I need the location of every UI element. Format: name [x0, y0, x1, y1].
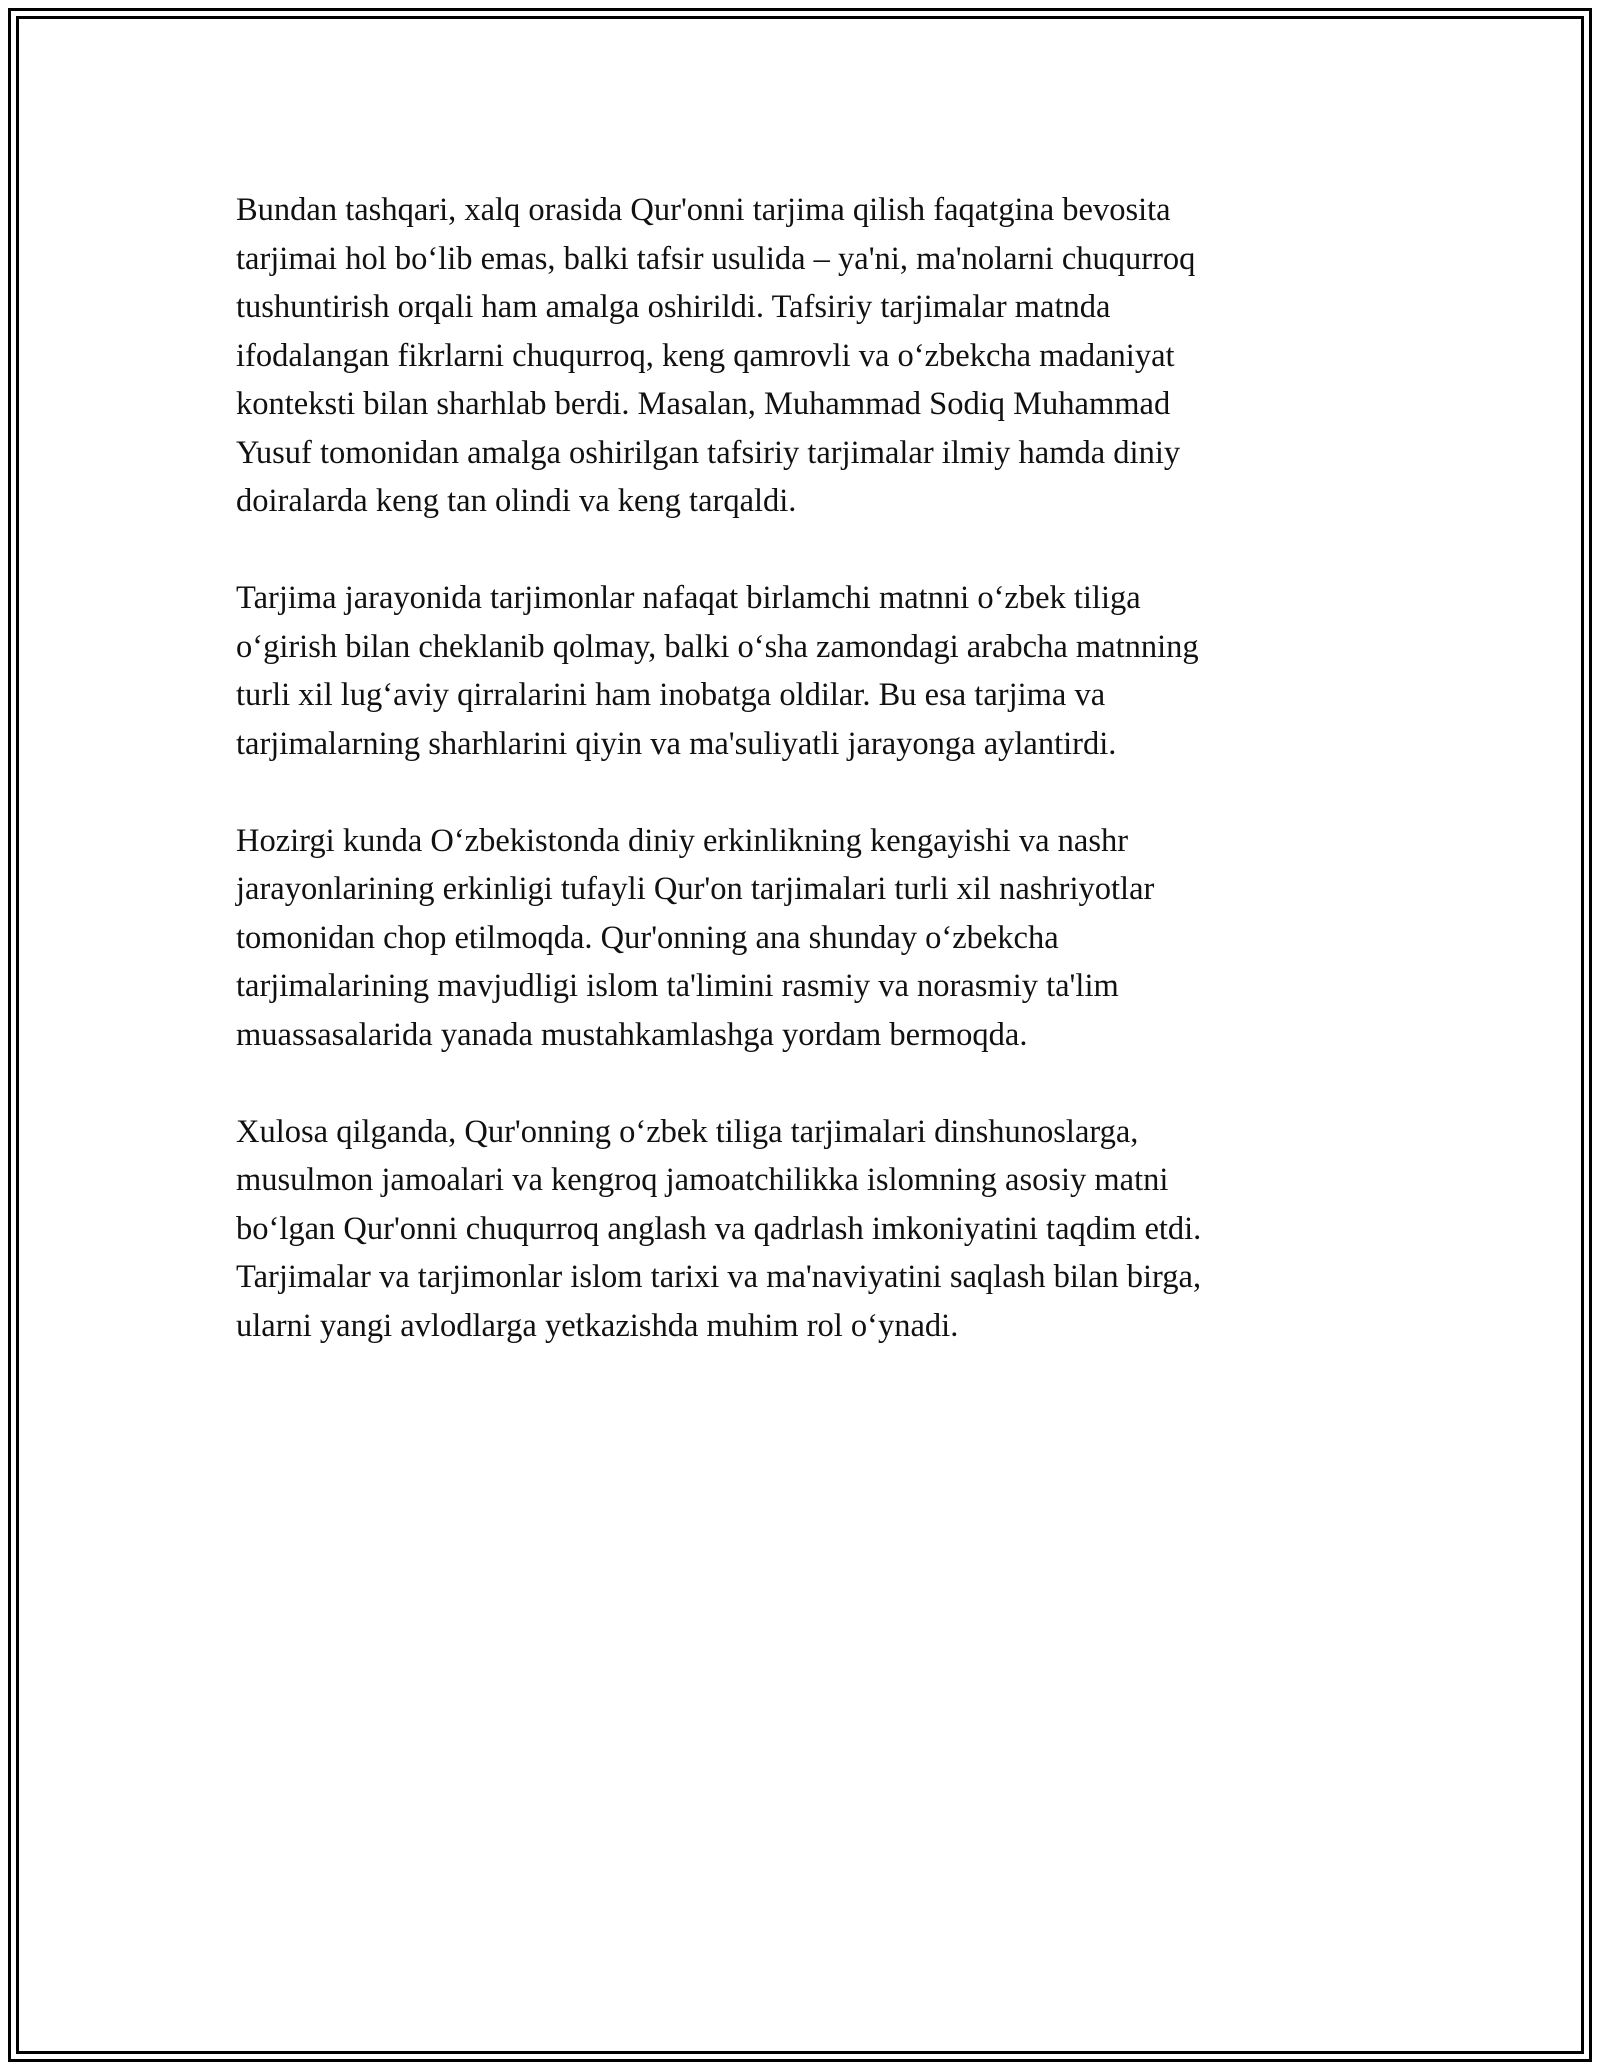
- text-line: tarjimai hol bo‘lib emas, balki tafsir usulida – ya'ni, ma'nolarni chuqurroq: [236, 240, 1196, 277]
- text-line: Yusuf tomonidan amalga oshirilgan tafsiriy tarjimalar ilmiy hamda diniy: [236, 434, 1181, 471]
- paragraph-4: [236, 1108, 1346, 1351]
- text-line: doiralarda keng tan olindi va keng tarqaldi.: [236, 483, 797, 519]
- text-line: jarayonlarining erkinligi tufayli Qur'on tarjimalari turli xil nashriyotlar: [236, 871, 1155, 907]
- document-body: [236, 186, 1346, 1399]
- text-line: Tarjima jarayonida tarjimonlar nafaqat birlamchi matnni o‘zbek tiliga: [236, 580, 1141, 616]
- text-line: Bundan tashqari, xalq orasida Qur'onni tarjima qilish faqatgina bevosita: [236, 192, 1171, 228]
- paragraph-2: [236, 574, 1346, 768]
- text-line: ifodalangan fikrlarni chuqurroq, keng qamrovli va o‘zbekcha madaniyat: [236, 337, 1175, 374]
- text-line: ularni yangi avlodlarga yetkazishda muhim rol o‘ynadi.: [236, 1307, 959, 1344]
- text-line: turli xil lug‘aviy qirralarini ham inobatga oldilar. Bu esa tarjima va: [236, 677, 1106, 713]
- text-line: tomonidan chop etilmoqda. Qur'onning ana shunday o‘zbekcha: [236, 919, 1059, 956]
- text-line: konteksti bilan sharhlab berdi. Masalan, Muhammad Sodiq Muhammad: [236, 386, 1171, 422]
- text-line: Xulosa qilganda, Qur'onning o‘zbek tiliga tarjimalari dinshunoslarga,: [236, 1113, 1139, 1150]
- paragraph-3: [236, 817, 1346, 1060]
- text-line: tarjimalarining mavjudligi islom ta'limini rasmiy va norasmiy ta'lim: [236, 968, 1119, 1004]
- text-line: muassasalarida yanada mustahkamlashga yordam bermoqda.: [236, 1016, 1028, 1053]
- text-line: bo‘lgan Qur'onni chuqurroq anglash va qadrlash imkoniyatini taqdim etdi.: [236, 1210, 1202, 1247]
- text-line: o‘girish bilan cheklanib qolmay, balki o‘sha zamondagi arabcha matnning: [236, 628, 1199, 665]
- text-line: tushuntirish orqali ham amalga oshirildi. Tafsiriy tarjimalar matnda: [236, 289, 1111, 325]
- text-line: Tarjimalar va tarjimonlar islom tarixi va ma'naviyatini saqlash bilan birga,: [236, 1259, 1202, 1295]
- text-line: musulmon jamoalari va kengroq jamoatchilikka islomning asosiy matni: [236, 1162, 1169, 1198]
- text-line: Hozirgi kunda O‘zbekistonda diniy erkinlikning kengayishi va nashr: [236, 822, 1129, 859]
- text-line: tarjimalarning sharhlarini qiyin va ma'suliyatli jarayonga aylantirdi.: [236, 725, 1117, 762]
- paragraph-1: [236, 186, 1346, 526]
